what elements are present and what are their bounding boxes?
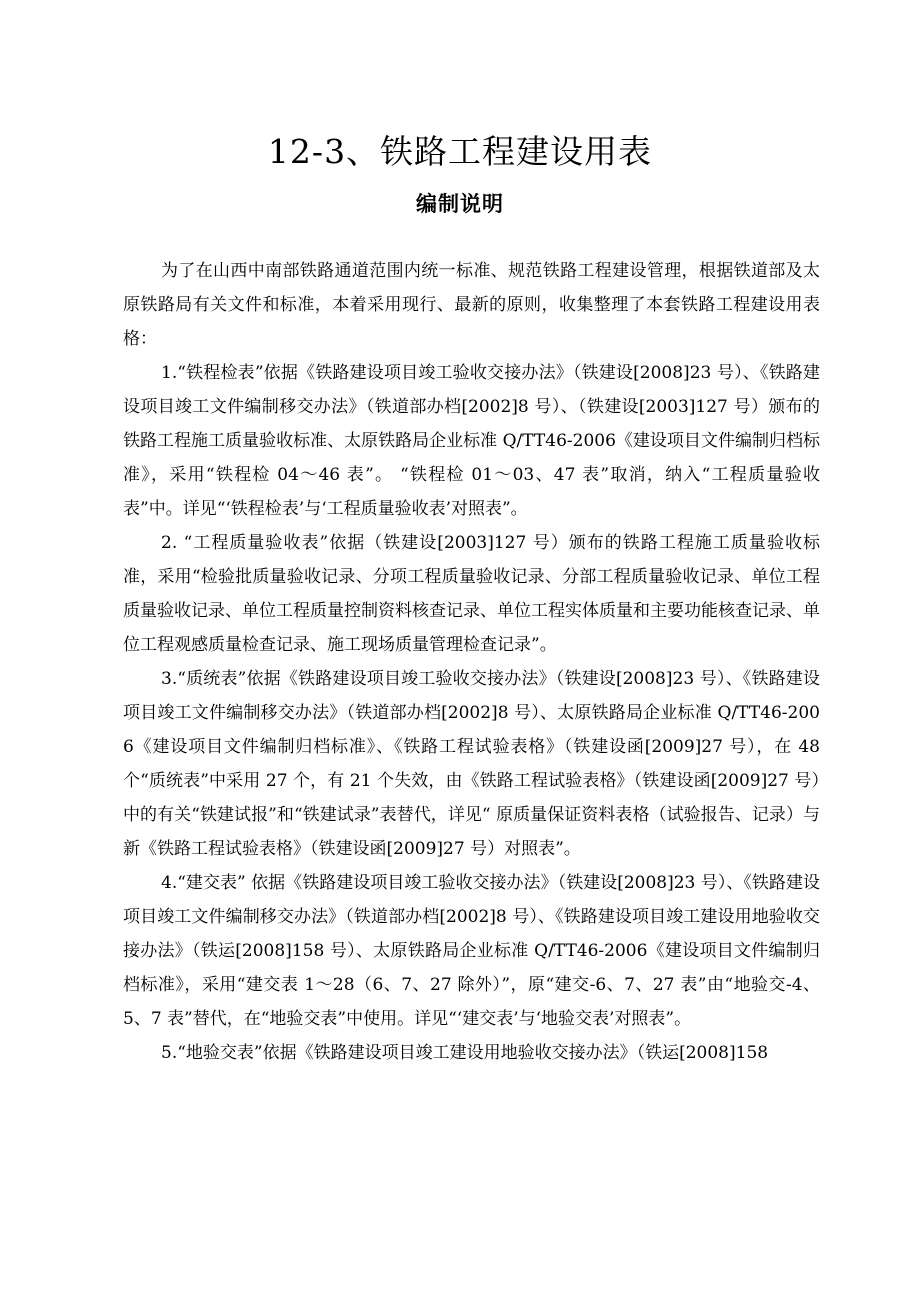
intro-paragraph: 为了在山西中南部铁路通道范围内统一标准、规范铁路工程建设管理，根据铁道部及太原铁路局有关文件和标准，本着采用现行、最新的原则，收集整理了本套铁路工程建设用表格： xyxy=(123,261,820,349)
item-paragraph-5: 5.“地验交表”依据《铁路建设项目竣工建设用地验收交接办法》（铁运[2008]158 xyxy=(161,1043,769,1063)
page-title: 12-3、铁路工程建设用表 xyxy=(267,132,653,171)
item-paragraph-4: 4.“建交表” 依据《铁路建设项目竣工验收交接办法》（铁建设[2008]23 号）、《铁路建设项目竣工文件编制移交办法》（铁道部办档[2002]8 号）、《铁路建设项目竣工建设用地验收交接办法》（铁运[2008]158 号）、太原铁路局企业标准 Q/TT46-2006《建设项目文件编制归档标准》，采用“建交表 1～28（6、7、27 除外）”，原“建交-6、7、27 表”由“地验交-4、5、7 表”替代，在“地验交表”中使用。详见“‘建交表’与‘地验交表’对照表”。 xyxy=(123,873,820,1029)
page-subtitle: 编制说明 xyxy=(416,192,504,216)
item-paragraph-3: 3.“质统表”依据《铁路建设项目竣工验收交接办法》（铁建设[2008]23 号）、《铁路建设项目竣工文件编制移交办法》（铁道部办档[2002]8 号）、太原铁路局企业标准 Q/TT46-2006《建设项目文件编制归档标准》、《铁路工程试验表格》（铁建设函[2009]27 号），在 48 个“质统表”中采用 27 个，有 21 个失效，由《铁路工程试验表格》（铁建设函[2009]27 号）中的有关“铁建试报”和“铁建试录”表替代，详见“ 原质量保证资料表格（试验报告、记录）与新《铁路工程试验表格》（铁建设函[2009]27 号）对照表”。 xyxy=(123,669,820,859)
item-paragraph-2: 2. “工程质量验收表”依据（铁建设[2003]127 号）颁布的铁路工程施工质量验收标准，采用“检验批质量验收记录、分项工程质量验收记录、分部工程质量验收记录、单位工程质量验收记录、单位工程质量控制资料核查记录、单位工程实体质量和主要功能核查记录、单位工程观感质量检查记录、施工现场质量管理检查记录”。 xyxy=(123,533,820,655)
item-paragraph-1: 1.“铁程检表”依据《铁路建设项目竣工验收交接办法》（铁建设[2008]23 号）、《铁路建设项目竣工文件编制移交办法》（铁道部办档[2002]8 号）、（铁建设[2003]127 号）颁布的铁路工程施工质量验收标准、太原铁路局企业标准 Q/TT46-2006《建设项目文件编制归档标准》，采用“铁程检 04～46 表”。 “铁程检 01～03、47 表”取消，纳入“工程质量验收表”中。详见“‘铁程检表’与‘工程质量验收表’对照表”。 xyxy=(123,363,820,519)
document-body xyxy=(123,254,820,1070)
